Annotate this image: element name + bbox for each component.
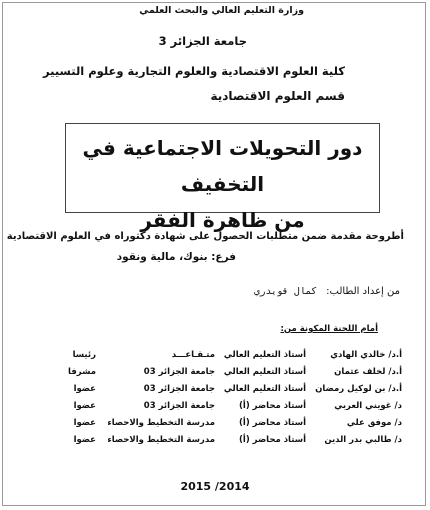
ministry-line: وزارة التعليم العالي والبحث العلمي (139, 5, 304, 16)
member-rank: أستاذ محاضر (أ) (239, 401, 306, 411)
member-name: د/ غويني العربي (334, 401, 402, 411)
member-role: عضوا (73, 418, 96, 428)
thesis-title-line-1: دور التحويلات الاجتماعية في التخفيف (82, 136, 363, 196)
committee-row (0, 418, 430, 434)
member-institution: مدرسة التخطيط والاحصاء (107, 435, 215, 445)
member-rank: أستاذ التعليم العالي (223, 350, 306, 360)
member-rank: أستاذ محاضر (أ) (239, 418, 306, 428)
faculty-line: كلية العلوم الاقتصادية والعلوم التجارية وعلوم التسيير (43, 64, 345, 78)
department-line: قسم العلوم الاقتصادية (210, 89, 345, 103)
member-name: د/ طالبي بدر الدين (324, 435, 402, 445)
member-rank: أستاذ محاضر (أ) (239, 435, 306, 445)
member-role: عضوا (73, 384, 96, 394)
member-name: أ.د/ خالدي الهادي (330, 350, 402, 360)
student-label: من إعداد الطالب: (326, 286, 400, 297)
committee-row (0, 367, 430, 383)
member-rank: أستاذ التعليم العالي (223, 367, 306, 377)
student-name: كمال قويدري (254, 286, 317, 297)
thesis-title-line-2: من ظاهرة الفقر (140, 208, 305, 232)
university-line: جامعة الجزائر 3 (158, 34, 247, 48)
thesis-title-box (65, 123, 380, 232)
thesis-description: أطروحة مقدمة ضمن متطلبات الحصول على شهادة دكتوراه في العلوم الاقتصادية (6, 231, 404, 242)
thesis-branch: فرع: بنوك، مالية ونقود (116, 251, 236, 263)
member-institution: متـقـاعـــد (171, 350, 215, 360)
member-institution: جامعة الجزائر 03 (143, 384, 215, 394)
committee-row (0, 350, 430, 366)
member-role: عضوا (73, 435, 96, 445)
member-role: مشرفا (68, 367, 96, 377)
committee-row (0, 435, 430, 451)
committee-row (0, 384, 430, 400)
academic-year: 2015 /2014 (180, 480, 250, 493)
committee-row (0, 401, 430, 417)
member-institution: جامعة الجزائر 03 (143, 401, 215, 411)
member-name: أ.د/ بن لوكيل رمضان (315, 384, 402, 394)
member-institution: مدرسة التخطيط والاحصاء (107, 418, 215, 428)
member-role: عضوا (73, 401, 96, 411)
member-rank: أستاذ التعليم العالي (223, 384, 306, 394)
student-line (254, 286, 400, 297)
member-role: رئيسا (72, 350, 96, 360)
member-institution: جامعة الجزائر 03 (143, 367, 215, 377)
committee-heading: أمام اللجنة المكونة من: (280, 324, 378, 334)
member-name: أ.د/ لخلف عثمان (334, 367, 402, 377)
member-name: د/ موفق علي (346, 418, 402, 428)
